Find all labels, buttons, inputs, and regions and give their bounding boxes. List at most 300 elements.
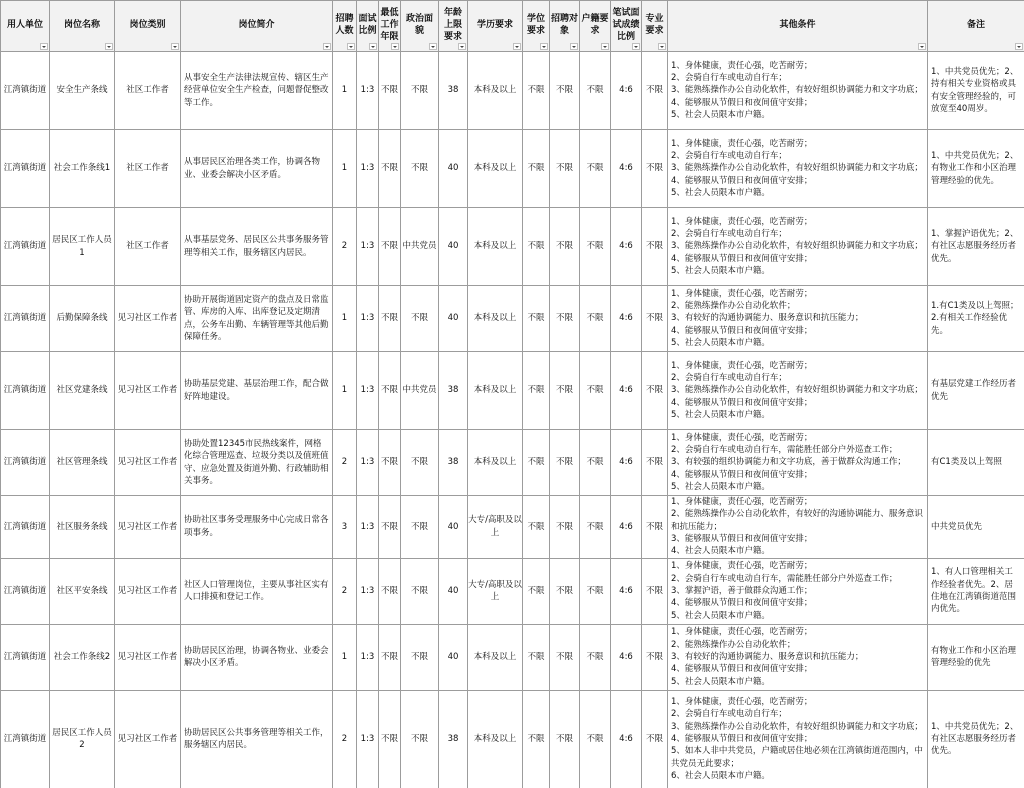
- filter-dropdown-icon[interactable]: [323, 43, 331, 50]
- cell-target[interactable]: [550, 558, 580, 624]
- cell-target[interactable]: [550, 130, 580, 208]
- hukou-text: 不限: [586, 457, 604, 468]
- cell-hukou[interactable]: [580, 558, 611, 624]
- age-text: 38: [447, 85, 459, 96]
- cell-position[interactable]: [50, 352, 115, 430]
- intro-text: 协助居民区治理，协调各物业、业委会解决小区矛盾。: [184, 645, 329, 669]
- ratio-text: 1:3: [360, 521, 375, 532]
- cell-ratio[interactable]: [357, 430, 379, 496]
- position-text: 居民区工作人员1: [52, 235, 112, 258]
- target-text: 不限: [555, 733, 573, 744]
- cell-target[interactable]: [550, 352, 580, 430]
- ratio-text: 1:3: [360, 585, 375, 596]
- cell-score[interactable]: [611, 352, 642, 430]
- cell-conditions[interactable]: [668, 558, 928, 624]
- age-text: 40: [447, 313, 459, 324]
- column-header-intro[interactable]: [181, 1, 333, 52]
- cell-years[interactable]: [379, 352, 401, 430]
- condition-line: 2、会骑自行车或电动自行车；: [671, 73, 787, 84]
- cell-notes[interactable]: [928, 624, 1024, 690]
- filter-dropdown-icon[interactable]: [1015, 43, 1023, 50]
- cell-count[interactable]: [333, 52, 357, 130]
- cell-target[interactable]: [550, 690, 580, 788]
- notes-text: 有基层党建工作经历者优先: [931, 379, 1017, 402]
- cell-ratio[interactable]: [357, 624, 379, 690]
- cell-category[interactable]: [115, 558, 181, 624]
- cell-hukou[interactable]: [580, 52, 611, 130]
- cell-category[interactable]: [115, 52, 181, 130]
- column-header-ratio[interactable]: [357, 1, 379, 52]
- cell-age[interactable]: [439, 52, 468, 130]
- table-row: [1, 496, 1024, 559]
- cell-politics[interactable]: [401, 352, 439, 430]
- cell-target[interactable]: [550, 52, 580, 130]
- cell-conditions[interactable]: [668, 496, 928, 559]
- age-text: 38: [447, 385, 459, 396]
- cell-ratio[interactable]: [357, 208, 379, 286]
- filter-dropdown-icon[interactable]: [601, 43, 609, 50]
- cell-degree[interactable]: [523, 496, 550, 559]
- cell-notes[interactable]: [928, 558, 1024, 624]
- cell-age[interactable]: [439, 352, 468, 430]
- education-text: 本科及以上: [473, 733, 517, 744]
- cell-position[interactable]: [50, 690, 115, 788]
- header-row: [1, 1, 1024, 52]
- cell-category[interactable]: [115, 208, 181, 286]
- cell-position[interactable]: [50, 130, 115, 208]
- cell-intro[interactable]: [181, 52, 333, 130]
- cell-count[interactable]: [333, 430, 357, 496]
- ratio-text: 1:3: [360, 313, 375, 324]
- cell-degree[interactable]: [523, 52, 550, 130]
- cell-notes[interactable]: [928, 208, 1024, 286]
- cell-conditions[interactable]: [668, 208, 928, 286]
- cell-age[interactable]: [439, 496, 468, 559]
- cell-major[interactable]: [642, 690, 668, 788]
- column-header-score[interactable]: [611, 1, 642, 52]
- unit-text: 江湾镇街道: [3, 85, 47, 96]
- cell-years[interactable]: [379, 208, 401, 286]
- cell-major[interactable]: [642, 352, 668, 430]
- position-text: 社会工作条线2: [53, 651, 111, 662]
- cell-major[interactable]: [642, 430, 668, 496]
- cell-intro[interactable]: [181, 430, 333, 496]
- column-header-label: 年龄上限要求: [443, 8, 462, 42]
- cell-count[interactable]: [333, 286, 357, 352]
- cell-score[interactable]: [611, 558, 642, 624]
- cell-hukou[interactable]: [580, 624, 611, 690]
- cell-unit[interactable]: [1, 496, 50, 559]
- cell-education[interactable]: [468, 496, 523, 559]
- cell-age[interactable]: [439, 690, 468, 788]
- cell-ratio[interactable]: [357, 690, 379, 788]
- cell-ratio[interactable]: [357, 286, 379, 352]
- filter-dropdown-icon[interactable]: [369, 43, 377, 50]
- ratio-text: 1:3: [360, 163, 375, 174]
- intro-text: 社区人口管理岗位，主要从事社区实有人口排摸和登记工作。: [184, 579, 329, 603]
- cell-major[interactable]: [642, 130, 668, 208]
- filter-dropdown-icon[interactable]: [171, 43, 179, 50]
- cell-target[interactable]: [550, 430, 580, 496]
- cell-years[interactable]: [379, 690, 401, 788]
- count-text: 1: [341, 163, 348, 174]
- cell-degree[interactable]: [523, 208, 550, 286]
- cell-score[interactable]: [611, 624, 642, 690]
- intro-text: 协助处置12345市民热线案件，网格化综合管理巡查、垃圾分类以及值班值守、应急处置及街道外勤、行政辅助相关事务。: [184, 438, 329, 486]
- column-header-label: 岗位名称: [63, 20, 100, 31]
- cell-unit[interactable]: [1, 690, 50, 788]
- count-text: 1: [341, 85, 348, 96]
- cell-score[interactable]: [611, 690, 642, 788]
- count-text: 2: [341, 585, 348, 596]
- degree-text: 不限: [527, 163, 545, 174]
- condition-line: 4、能够服从节假日和夜间值守安排；: [671, 175, 813, 186]
- category-text: 见习社区工作者: [117, 457, 178, 468]
- column-header-major[interactable]: [642, 1, 668, 52]
- cell-age[interactable]: [439, 130, 468, 208]
- column-header-conditions[interactable]: [668, 1, 928, 52]
- cell-position[interactable]: [50, 496, 115, 559]
- condition-line: 5、社会人员限本市户籍。: [671, 610, 770, 621]
- cell-notes[interactable]: [928, 690, 1024, 788]
- cell-count[interactable]: [333, 690, 357, 788]
- cell-hukou[interactable]: [580, 352, 611, 430]
- condition-line: 3、能熟练操作办公自动化软件，有较好组织协调能力和文字功底；: [671, 163, 923, 174]
- column-header-label: 专业要求: [645, 14, 664, 36]
- education-text: 大专/高职及以上: [468, 579, 522, 603]
- cell-years[interactable]: [379, 286, 401, 352]
- filter-dropdown-icon[interactable]: [40, 43, 48, 50]
- cell-years[interactable]: [379, 52, 401, 130]
- filter-dropdown-icon[interactable]: [458, 43, 466, 50]
- condition-line: 1、身体健康，责任心强，吃苦耐劳；: [671, 627, 813, 638]
- cell-score[interactable]: [611, 496, 642, 559]
- cell-category[interactable]: [115, 430, 181, 496]
- hukou-text: 不限: [586, 651, 604, 662]
- cell-education[interactable]: [468, 52, 523, 130]
- cell-hukou[interactable]: [580, 208, 611, 286]
- position-text: 安全生产条线: [56, 85, 108, 96]
- cell-degree[interactable]: [523, 130, 550, 208]
- cell-education[interactable]: [468, 352, 523, 430]
- cell-category[interactable]: [115, 352, 181, 430]
- cell-position[interactable]: [50, 430, 115, 496]
- cell-category[interactable]: [115, 286, 181, 352]
- years-text: 不限: [380, 313, 398, 324]
- cell-conditions[interactable]: [668, 352, 928, 430]
- cell-years[interactable]: [379, 624, 401, 690]
- cell-hukou[interactable]: [580, 496, 611, 559]
- cell-hukou[interactable]: [580, 690, 611, 788]
- column-header-label: 岗位类别: [129, 20, 166, 31]
- cell-score[interactable]: [611, 52, 642, 130]
- column-header-education[interactable]: [468, 1, 523, 52]
- cell-ratio[interactable]: [357, 130, 379, 208]
- cell-score[interactable]: [611, 286, 642, 352]
- cell-score[interactable]: [611, 208, 642, 286]
- notes-text: 中共党员优先: [931, 521, 983, 532]
- cell-category[interactable]: [115, 690, 181, 788]
- cell-major[interactable]: [642, 208, 668, 286]
- cell-education[interactable]: [468, 286, 523, 352]
- degree-text: 不限: [527, 313, 545, 324]
- category-text: 见习社区工作者: [117, 733, 178, 744]
- score-text: 4:6: [619, 385, 633, 396]
- count-text: 1: [341, 651, 348, 662]
- cell-ratio[interactable]: [357, 496, 379, 559]
- cell-age[interactable]: [439, 208, 468, 286]
- filter-dropdown-icon[interactable]: [347, 43, 355, 50]
- cell-intro[interactable]: [181, 496, 333, 559]
- column-header-age[interactable]: [439, 1, 468, 52]
- cell-position[interactable]: [50, 286, 115, 352]
- cell-notes[interactable]: [928, 286, 1024, 352]
- condition-line: 4、能够服从节假日和夜间值守安排；: [671, 253, 813, 264]
- cell-position[interactable]: [50, 558, 115, 624]
- intro-text: 协助基层党建、基层治理工作，配合做好阵地建设。: [184, 379, 329, 402]
- cell-hukou[interactable]: [580, 430, 611, 496]
- target-text: 不限: [555, 651, 573, 662]
- degree-text: 不限: [527, 385, 545, 396]
- degree-text: 不限: [527, 733, 545, 744]
- table-row: [1, 52, 1024, 130]
- notes-text: 1、有人口管理相关工作经验者优先。2、居住地在江湾镇街道范围内优先。: [931, 567, 1017, 615]
- target-text: 不限: [555, 457, 573, 468]
- cell-position[interactable]: [50, 208, 115, 286]
- cell-count[interactable]: [333, 130, 357, 208]
- cell-years[interactable]: [379, 558, 401, 624]
- cell-politics[interactable]: [401, 286, 439, 352]
- cell-degree[interactable]: [523, 352, 550, 430]
- ratio-text: 1:3: [360, 651, 375, 662]
- score-text: 4:6: [619, 457, 633, 468]
- column-header-category[interactable]: [115, 1, 181, 52]
- cell-notes[interactable]: [928, 352, 1024, 430]
- cell-degree[interactable]: [523, 624, 550, 690]
- cell-years[interactable]: [379, 430, 401, 496]
- cell-education[interactable]: [468, 430, 523, 496]
- filter-dropdown-icon[interactable]: [513, 43, 521, 50]
- unit-text: 江湾镇街道: [3, 457, 47, 468]
- table-row: [1, 208, 1024, 286]
- cell-education[interactable]: [468, 130, 523, 208]
- column-header-label: 岗位简介: [238, 20, 275, 31]
- target-text: 不限: [555, 85, 573, 96]
- hukou-text: 不限: [586, 241, 604, 252]
- cell-intro[interactable]: [181, 130, 333, 208]
- cell-degree[interactable]: [523, 286, 550, 352]
- column-header-degree[interactable]: [523, 1, 550, 52]
- cell-politics[interactable]: [401, 130, 439, 208]
- cell-years[interactable]: [379, 496, 401, 559]
- cell-politics[interactable]: [401, 208, 439, 286]
- cell-major[interactable]: [642, 496, 668, 559]
- cell-notes[interactable]: [928, 130, 1024, 208]
- cell-hukou[interactable]: [580, 286, 611, 352]
- cell-score[interactable]: [611, 430, 642, 496]
- cell-education[interactable]: [468, 690, 523, 788]
- cell-hukou[interactable]: [580, 130, 611, 208]
- politics-text: 不限: [410, 733, 428, 744]
- cell-unit[interactable]: [1, 430, 50, 496]
- intro-text: 协助开展街道固定资产的盘点及日常监管、库房的入库、出库登记及定期清点，公务车出勤、车辆管理等其他后勤保障任务。: [184, 294, 329, 342]
- condition-line: 1、身体健康，责任心强，吃苦耐劳；: [671, 138, 813, 149]
- unit-text: 江湾镇街道: [3, 585, 47, 596]
- cell-politics[interactable]: [401, 496, 439, 559]
- condition-line: 3、能够服从节假日和夜间值守安排；: [671, 533, 813, 544]
- cell-unit[interactable]: [1, 130, 50, 208]
- column-header-years[interactable]: [379, 1, 401, 52]
- unit-text: 江湾镇街道: [3, 733, 47, 744]
- filter-dropdown-icon[interactable]: [105, 43, 113, 50]
- filter-dropdown-icon[interactable]: [540, 43, 548, 50]
- major-text: 不限: [645, 521, 663, 532]
- table-row: [1, 286, 1024, 352]
- cell-conditions[interactable]: [668, 286, 928, 352]
- column-header-count[interactable]: [333, 1, 357, 52]
- cell-politics[interactable]: [401, 624, 439, 690]
- condition-line: 5、社会人员限本市户籍。: [671, 337, 770, 348]
- intro-text: 协助社区事务受理服务中心完成日常各项事务。: [184, 515, 329, 538]
- column-header-politics[interactable]: [401, 1, 439, 52]
- condition-line: 3、能熟练操作办公自动化软件，有较好组织协调能力和文字功底；: [671, 385, 923, 396]
- cell-intro[interactable]: [181, 286, 333, 352]
- column-header-unit[interactable]: [1, 1, 50, 52]
- cell-notes[interactable]: [928, 430, 1024, 496]
- cell-politics[interactable]: [401, 558, 439, 624]
- cell-unit[interactable]: [1, 352, 50, 430]
- column-header-notes[interactable]: [928, 1, 1024, 52]
- cell-target[interactable]: [550, 496, 580, 559]
- filter-dropdown-icon[interactable]: [429, 43, 437, 50]
- cell-major[interactable]: [642, 558, 668, 624]
- cell-category[interactable]: [115, 496, 181, 559]
- cell-major[interactable]: [642, 624, 668, 690]
- cell-education[interactable]: [468, 208, 523, 286]
- cell-intro[interactable]: [181, 208, 333, 286]
- education-text: 本科及以上: [473, 313, 517, 324]
- cell-unit[interactable]: [1, 624, 50, 690]
- cell-conditions[interactable]: [668, 690, 928, 788]
- hukou-text: 不限: [586, 585, 604, 596]
- cell-target[interactable]: [550, 624, 580, 690]
- column-header-hukou[interactable]: [580, 1, 611, 52]
- major-text: 不限: [645, 585, 663, 596]
- condition-line: 3、能熟练操作办公自动化软件，有较好组织协调能力和文字功底；: [671, 85, 923, 96]
- cell-notes[interactable]: [928, 496, 1024, 559]
- cell-major[interactable]: [642, 286, 668, 352]
- politics-text: 不限: [410, 313, 428, 324]
- cell-position[interactable]: [50, 52, 115, 130]
- cell-ratio[interactable]: [357, 558, 379, 624]
- cell-target[interactable]: [550, 286, 580, 352]
- major-text: 不限: [645, 457, 663, 468]
- cell-target[interactable]: [550, 208, 580, 286]
- filter-dropdown-icon[interactable]: [658, 43, 666, 50]
- table-row: [1, 430, 1024, 496]
- cell-politics[interactable]: [401, 430, 439, 496]
- cell-unit[interactable]: [1, 52, 50, 130]
- cell-unit[interactable]: [1, 558, 50, 624]
- cell-position[interactable]: [50, 624, 115, 690]
- cell-age[interactable]: [439, 430, 468, 496]
- filter-dropdown-icon[interactable]: [391, 43, 399, 50]
- notes-text: 1、中共党员优先；2、有社区志愿服务经历者优先。: [931, 721, 1019, 757]
- politics-text: 不限: [410, 457, 428, 468]
- condition-line: 1、身体健康，责任心强，吃苦耐劳；: [671, 561, 813, 572]
- cell-notes[interactable]: [928, 52, 1024, 130]
- cell-unit[interactable]: [1, 208, 50, 286]
- cell-education[interactable]: [468, 558, 523, 624]
- unit-text: 江湾镇街道: [3, 163, 47, 174]
- cell-conditions[interactable]: [668, 52, 928, 130]
- cell-ratio[interactable]: [357, 52, 379, 130]
- score-text: 4:6: [619, 585, 633, 596]
- education-text: 本科及以上: [473, 457, 517, 468]
- cell-politics[interactable]: [401, 690, 439, 788]
- cell-conditions[interactable]: [668, 624, 928, 690]
- cell-politics[interactable]: [401, 52, 439, 130]
- cell-score[interactable]: [611, 130, 642, 208]
- cell-count[interactable]: [333, 496, 357, 559]
- cell-age[interactable]: [439, 624, 468, 690]
- cell-intro[interactable]: [181, 558, 333, 624]
- column-header-target[interactable]: [550, 1, 580, 52]
- intro-text: 从事安全生产法律法规宣传、辖区生产经营单位安全生产检查，问题督促整改等工作。: [184, 73, 329, 108]
- table-row: [1, 130, 1024, 208]
- cell-unit[interactable]: [1, 286, 50, 352]
- cell-ratio[interactable]: [357, 352, 379, 430]
- cell-count[interactable]: [333, 558, 357, 624]
- cell-degree[interactable]: [523, 690, 550, 788]
- cell-intro[interactable]: [181, 690, 333, 788]
- filter-dropdown-icon[interactable]: [632, 43, 640, 50]
- unit-text: 江湾镇街道: [3, 241, 47, 252]
- category-text: 见习社区工作者: [117, 521, 178, 532]
- cell-conditions[interactable]: [668, 430, 928, 496]
- position-text: 社区管理条线: [56, 457, 108, 468]
- cell-education[interactable]: [468, 624, 523, 690]
- cell-degree[interactable]: [523, 430, 550, 496]
- education-text: 本科及以上: [473, 85, 517, 96]
- filter-dropdown-icon[interactable]: [570, 43, 578, 50]
- category-text: 见习社区工作者: [117, 651, 178, 662]
- cell-count[interactable]: [333, 352, 357, 430]
- cell-conditions[interactable]: [668, 130, 928, 208]
- cell-category[interactable]: [115, 130, 181, 208]
- cell-intro[interactable]: [181, 352, 333, 430]
- position-text: 社区党建条线: [56, 385, 108, 396]
- cell-category[interactable]: [115, 624, 181, 690]
- years-text: 不限: [380, 521, 398, 532]
- condition-line: 4、能够服从节假日和夜间值守安排；: [671, 325, 813, 336]
- column-header-position[interactable]: [50, 1, 115, 52]
- column-header-label: 面试比例: [358, 14, 377, 36]
- cell-intro[interactable]: [181, 624, 333, 690]
- table-row: [1, 624, 1024, 690]
- cell-degree[interactable]: [523, 558, 550, 624]
- cell-age[interactable]: [439, 286, 468, 352]
- major-text: 不限: [645, 163, 663, 174]
- cell-count[interactable]: [333, 208, 357, 286]
- count-text: 1: [341, 385, 348, 396]
- filter-dropdown-icon[interactable]: [918, 43, 926, 50]
- age-text: 40: [447, 585, 459, 596]
- cell-count[interactable]: [333, 624, 357, 690]
- cell-years[interactable]: [379, 130, 401, 208]
- cell-age[interactable]: [439, 558, 468, 624]
- cell-major[interactable]: [642, 52, 668, 130]
